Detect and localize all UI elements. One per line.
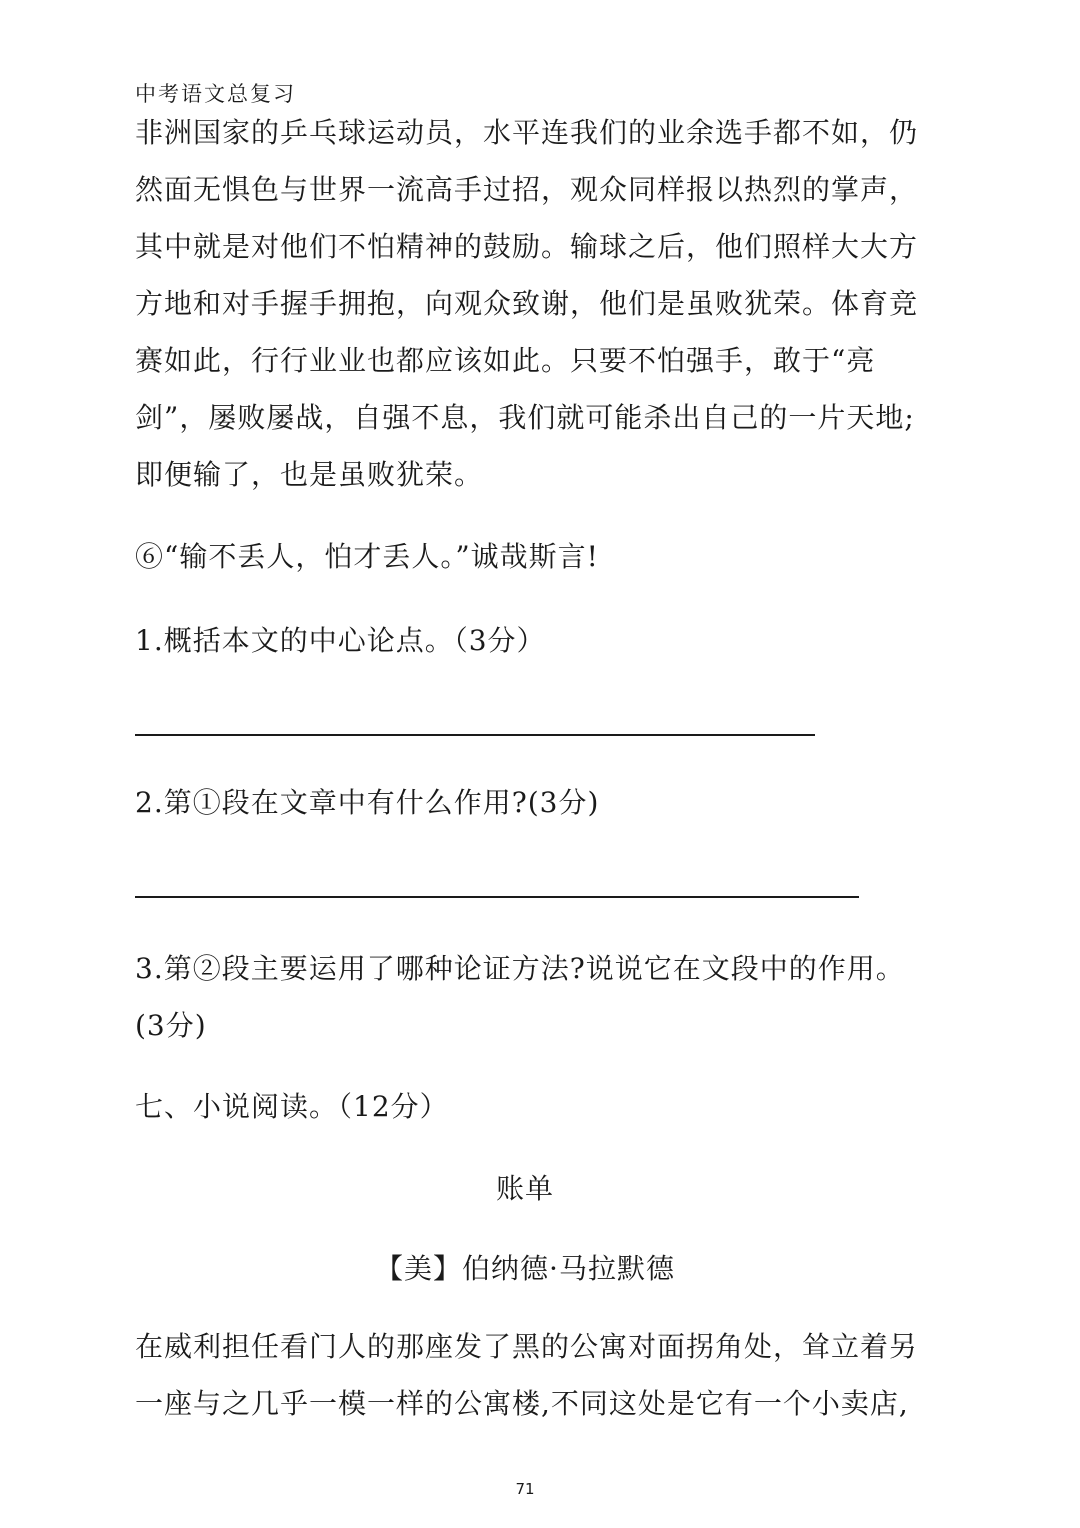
answer-line-2 <box>135 896 859 898</box>
section-heading: 七、小说阅读。（12分） <box>135 1090 449 1123</box>
page-number: 71 <box>515 1480 535 1498</box>
answer-line-1 <box>135 734 815 736</box>
question-3: 3.第②段主要运用了哪种论证方法?说说它在文段中的作用。(3分) <box>135 952 905 1042</box>
question-1: 1.概括本文的中心论点。（3分） <box>135 624 546 657</box>
passage-paragraph-5: 非洲国家的乒乓球运动员，水平连我们的业余选手都不如，仍然面无惧色与世界一流高手过招，观众同样报以热烈的掌声，其中就是对他们不怕精神的鼓励。输球之后，他们照样大大方方地和对手握手拥抱，向观众致谢，他们是虽败犹荣。体育竞赛如此，行行业业也都应该如此。只要不怕强手，敢于“亮剑”，屡败屡战，自强不息，我们就可能杀出自己的一片天地;即便输了，也是虽败犹荣。 <box>135 116 919 491</box>
running-header: 中考语文总复习 <box>135 82 296 106</box>
question-2: 2.第①段在文章中有什么作用?(3分) <box>135 786 600 819</box>
story-author: 【美】伯纳德·马拉默德 <box>375 1252 675 1285</box>
story-paragraph-1: 在威利担任看门人的那座发了黑的公寓对面拐角处，耸立着另一座与之几乎一模一样的公寓楼,不同这处是它有一个小卖店, <box>135 1330 919 1420</box>
passage-paragraph-6: ⑥“输不丢人，怕才丢人。”诚哉斯言! <box>135 540 599 573</box>
story-title: 账单 <box>495 1172 554 1205</box>
